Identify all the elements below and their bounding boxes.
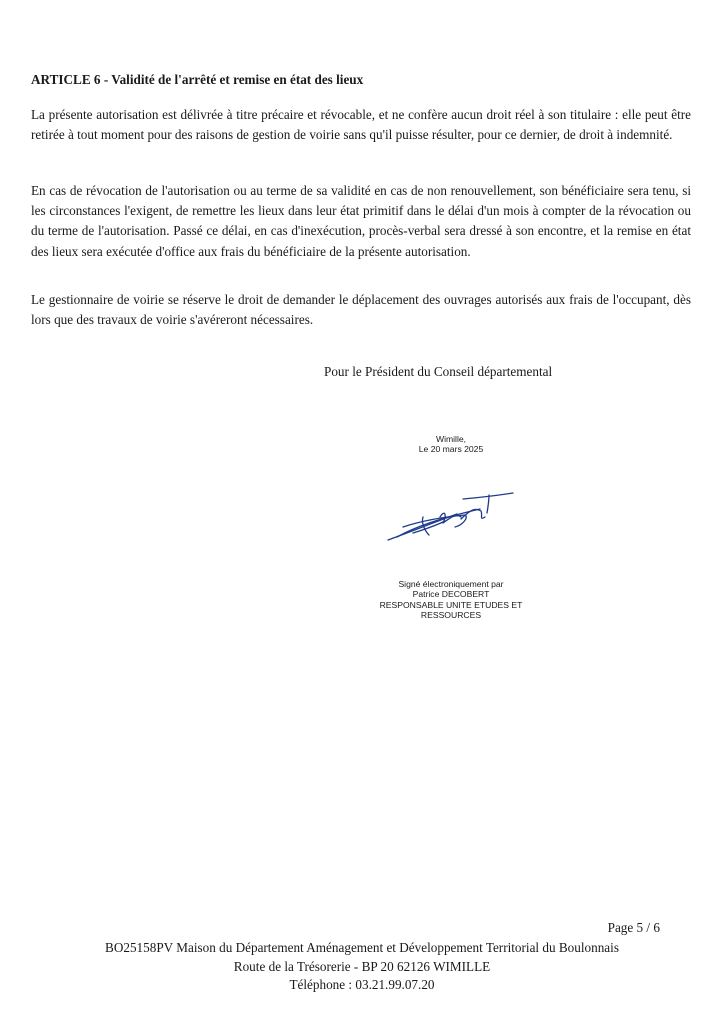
footer-address: Route de la Trésorerie - BP 20 62126 WIMILLE: [233, 958, 491, 974]
signed-electronically-label: Signé électroniquement par: [398, 579, 504, 589]
paragraph-revocation: En cas de révocation de l'autorisation ou au terme de sa validité en cas de non renouvellement, son bénéficiaire sera tenu, si les circonstances l'exigent, de remettre les lieux dans leur état primitif dans le délai d'un mois à compter de la révocation ou du terme de l'autorisation. Passé ce délai, en cas d'inexécution, procès-verbal sera dressé à son encontre, et la remise en état des lieux sera exécutée d'office aux frais du bénéficiaire de la présente autorisation.: [31, 183, 691, 259]
page-footer: [0, 939, 724, 995]
signature-date: Le 20 mars 2025: [418, 444, 484, 455]
footer-phone: Téléphone : 03.21.99.07.20: [289, 977, 435, 992]
signer-name: Patrice DECOBERT: [412, 589, 490, 600]
handwritten-signature: [385, 487, 517, 547]
paragraph-precarious-authorization: La présente autorisation est délivrée à titre précaire et révocable, et ne confère aucun droit réel à son titulaire : elle peut être retirée à tout moment pour des raisons de gestion de voirie sans qu'il puisse résulter, pour ce dernier, de droit à indemnité.: [31, 107, 691, 143]
article-title: ARTICLE 6 - Validité de l'arrêté et remise en état des lieux: [31, 72, 364, 87]
place-date: [340, 434, 562, 455]
electronic-signature-info: [340, 579, 562, 620]
signature-place: Wimille,: [435, 434, 467, 444]
footer-organization: BO25158PV Maison du Département Aménagement et Développement Territorial du Boulonnais: [105, 940, 619, 955]
page-number: Page 5 / 6: [607, 920, 660, 935]
signer-role-line-2: RESSOURCES: [420, 609, 482, 620]
signer-role-line-1: RESPONSABLE UNITE ETUDES ET: [379, 599, 523, 610]
paragraph-relocation: Le gestionnaire de voirie se réserve le droit de demander le déplacement des ouvrages autorisés aux frais de l'occupant, dès lors que des travaux de voirie s'avéreront nécessaires.: [31, 292, 691, 328]
on-behalf-line: Pour le Président du Conseil départemental: [324, 364, 553, 379]
